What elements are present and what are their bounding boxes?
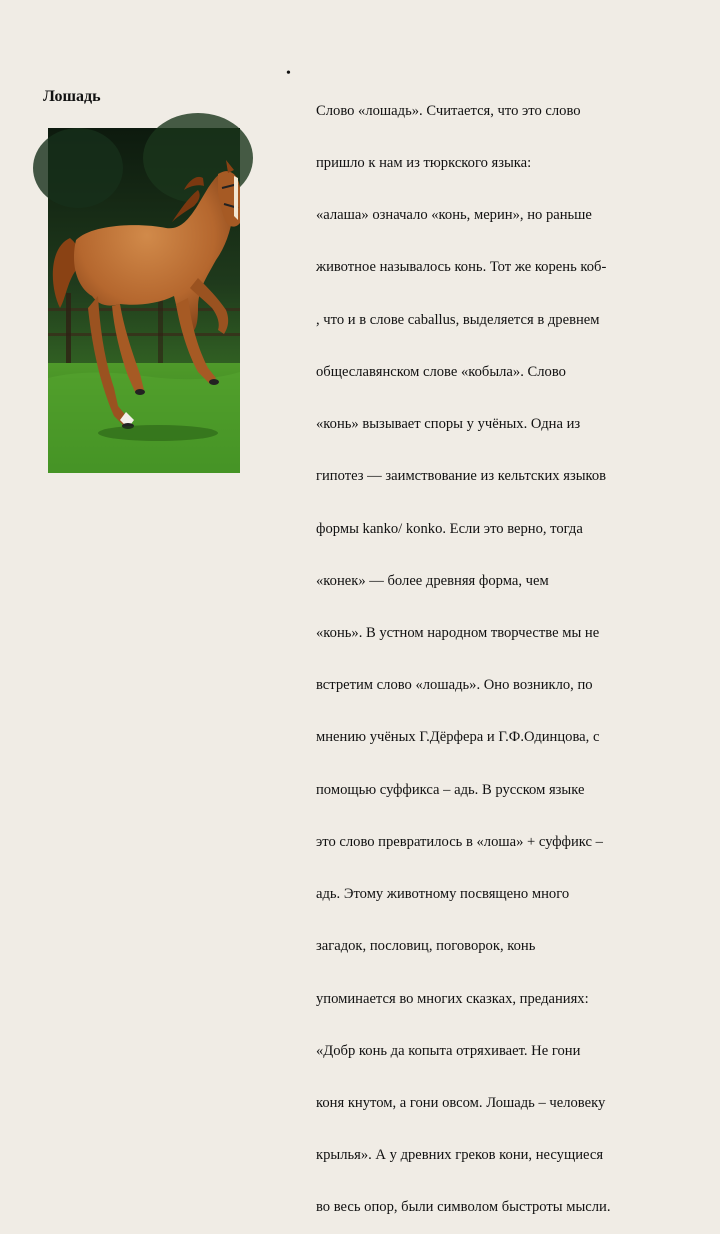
body-line: «конь» вызывает споры у учёных. Одна из bbox=[316, 416, 581, 433]
body-line: «конь». В устном народном творчестве мы не bbox=[316, 625, 600, 641]
body-line: загадок, пословиц, поговорок, конь bbox=[316, 938, 536, 955]
body-line: во весь опор, были символом быстроты мысли. bbox=[316, 1199, 611, 1216]
horse-illustration bbox=[48, 128, 240, 473]
slide-body-text bbox=[316, 68, 684, 1234]
body-line: «конек» — более древняя форма, чем bbox=[316, 572, 549, 589]
body-line: адь. Этому животному посвящено много bbox=[316, 886, 570, 903]
body-line: Слово «лошадь». Считается, что это слово bbox=[316, 102, 581, 119]
body-line: животное называлось конь. Тот же корень коб- bbox=[316, 259, 607, 276]
horse-photo bbox=[48, 128, 240, 473]
body-line: мнению учёных Г.Дёрфера и Г.Ф.Одинцова, с bbox=[316, 729, 600, 746]
body-line: пришло к нам из тюркского языка: bbox=[316, 155, 532, 172]
body-line: помощью суффикса – адь. В русском языке bbox=[316, 781, 585, 798]
body-line: это слово превратилось в «лоша» + суффикс – bbox=[316, 833, 603, 850]
body-line: , что и в слове caballus, выделяется в древнем bbox=[316, 311, 600, 328]
body-line: «Добр конь да копыта отряхивает. Не гони bbox=[316, 1042, 581, 1059]
body-line: упоминается во многих сказках, преданиях: bbox=[316, 990, 589, 1007]
slide-title: Лошадь bbox=[43, 88, 101, 105]
body-line: коня кнутом, а гони овсом. Лошадь – человеку bbox=[316, 1094, 606, 1111]
body-line: гипотез — заимствование из кельтских языков bbox=[316, 468, 607, 485]
body-line: «алаша» означало «конь, мерин», но раньше bbox=[316, 207, 592, 224]
bullet-marker: • bbox=[286, 66, 291, 81]
body-line: общеславянском слове «кобыла». Слово bbox=[316, 363, 566, 380]
body-line: формы kanko/ konko. Если это верно, тогда bbox=[316, 520, 583, 537]
body-line: встретим слово «лошадь». Оно возникло, по bbox=[316, 677, 593, 694]
body-line: крылья». А у древних греков кони, несущиеся bbox=[316, 1147, 604, 1164]
